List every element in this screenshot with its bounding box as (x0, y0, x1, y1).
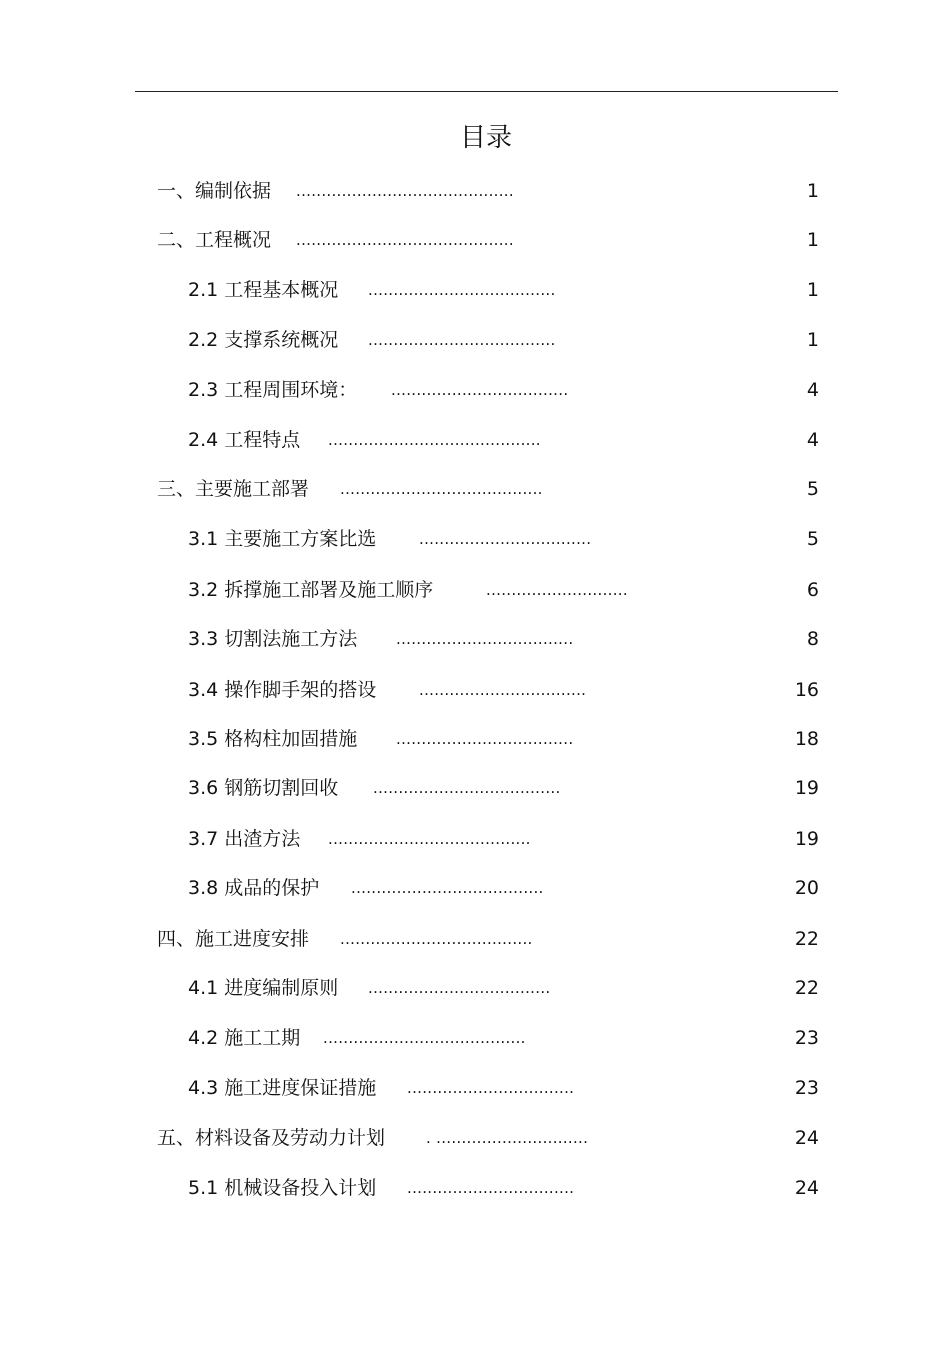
toc-leader-dots: ........................................ (328, 830, 531, 848)
toc-leader-dots: ................................... (391, 381, 569, 399)
toc-leader-dots: ..................................... (368, 331, 556, 349)
toc-entry[interactable] (0, 724, 950, 754)
toc-leader-dots: ............................ (486, 581, 628, 599)
toc-leader-dots: ................................. (407, 1179, 575, 1197)
toc-entry-page: 6 (806, 579, 819, 601)
toc-entry[interactable] (0, 1173, 950, 1203)
toc-entry-label: 三、主要施工部署 (157, 478, 310, 500)
toc-entry-label: 3.1 主要施工方案比选 (188, 528, 377, 550)
toc-entry-label: 4.3 施工进度保证措施 (188, 1077, 377, 1099)
toc-entry-page: 19 (794, 828, 819, 850)
toc-leader-dots: .......................................... (328, 431, 541, 449)
toc-leader-dots: ................................... (396, 630, 574, 648)
toc-entry-page: 8 (806, 628, 819, 650)
toc-entry[interactable] (0, 1023, 950, 1053)
toc-entry[interactable] (0, 325, 950, 355)
toc-entry-page: 24 (794, 1177, 819, 1199)
toc-entry[interactable] (0, 575, 950, 605)
toc-entry[interactable] (0, 924, 950, 954)
toc-entry[interactable] (0, 675, 950, 705)
toc-leader-dots: ........................................ (323, 1029, 526, 1047)
toc-entry[interactable] (0, 873, 950, 903)
toc-entry[interactable] (0, 375, 950, 405)
toc-entry-page: 1 (806, 229, 819, 251)
toc-entry-page: 18 (794, 728, 819, 750)
toc-entry[interactable] (0, 524, 950, 554)
toc-entry-page: 16 (794, 679, 819, 701)
toc-entry-label: 3.8 成品的保护 (188, 877, 320, 899)
toc-entry[interactable] (0, 624, 950, 654)
toc-title: 目录 (459, 123, 512, 153)
toc-leader-dots: ........................................... (296, 182, 514, 200)
toc-entry-label: 3.6 钢筋切割回收 (188, 777, 339, 799)
toc-leader-dots: ..................................... (368, 281, 556, 299)
toc-leader-dots: ........................................... (296, 231, 514, 249)
toc-leader-dots: .................................... (368, 979, 551, 997)
toc-entry[interactable] (0, 425, 950, 455)
toc-entry-label: 五、材料设备及劳动力计划 (157, 1127, 386, 1149)
toc-entry-label: 2.2 支撑系统概况 (188, 329, 339, 351)
toc-entry-label: 5.1 机械设备投入计划 (188, 1177, 377, 1199)
toc-entry-page: 5 (806, 478, 819, 500)
toc-entry-page: 24 (794, 1127, 819, 1149)
toc-entry[interactable] (0, 773, 950, 803)
toc-leader-dots: ...................................... (340, 930, 533, 948)
toc-entry-page: 1 (806, 329, 819, 351)
toc-entry-label: 二、工程概况 (157, 229, 272, 251)
toc-entry-label: 2.4 工程特点 (188, 429, 301, 451)
toc-leader-dots: . .............................. (426, 1129, 589, 1147)
toc-entry-page: 4 (806, 429, 819, 451)
toc-entry-label: 3.5 格构柱加固措施 (188, 728, 358, 750)
toc-entry-label: 3.3 切割法施工方法 (188, 628, 358, 650)
toc-entry-page: 22 (794, 977, 819, 999)
toc-entry-page: 23 (794, 1077, 819, 1099)
toc-entry-label: 2.3 工程周围环境： (188, 379, 358, 401)
toc-entry-label: 3.7 出渣方法 (188, 828, 301, 850)
toc-entry-page: 20 (794, 877, 819, 899)
toc-leader-dots: .................................. (419, 530, 592, 548)
toc-entry-label: 4.1 进度编制原则 (188, 977, 339, 999)
toc-entry-page: 4 (806, 379, 819, 401)
toc-entry-label: 四、施工进度安排 (157, 928, 310, 950)
toc-entry-page: 1 (806, 279, 819, 301)
toc-entry-page: 22 (794, 928, 819, 950)
toc-entry-label: 4.2 施工工期 (188, 1027, 301, 1049)
toc-entry[interactable] (0, 973, 950, 1003)
toc-entry[interactable] (0, 176, 950, 206)
toc-entry-label: 3.4 操作脚手架的搭设 (188, 679, 377, 701)
toc-entry-page: 1 (806, 180, 819, 202)
toc-entry-label: 2.1 工程基本概况 (188, 279, 339, 301)
toc-leader-dots: ................................... (396, 730, 574, 748)
toc-entry-page: 5 (806, 528, 819, 550)
toc-leader-dots: ........................................ (340, 480, 543, 498)
toc-leader-dots: ................................. (419, 681, 587, 699)
toc-entry[interactable] (0, 824, 950, 854)
toc-entry[interactable] (0, 1073, 950, 1103)
toc-entry-label: 一、编制依据 (157, 180, 272, 202)
toc-entry[interactable] (0, 225, 950, 255)
toc-entry-page: 23 (794, 1027, 819, 1049)
toc-leader-dots: ..................................... (373, 779, 561, 797)
toc-leader-dots: ................................. (407, 1079, 575, 1097)
toc-entry-label: 3.2 拆撑施工部署及施工顺序 (188, 579, 434, 601)
toc-entry[interactable] (0, 275, 950, 305)
toc-leader-dots: ...................................... (351, 879, 544, 897)
toc-entry[interactable] (0, 474, 950, 504)
toc-entry-page: 19 (794, 777, 819, 799)
toc-entry[interactable] (0, 1123, 950, 1153)
